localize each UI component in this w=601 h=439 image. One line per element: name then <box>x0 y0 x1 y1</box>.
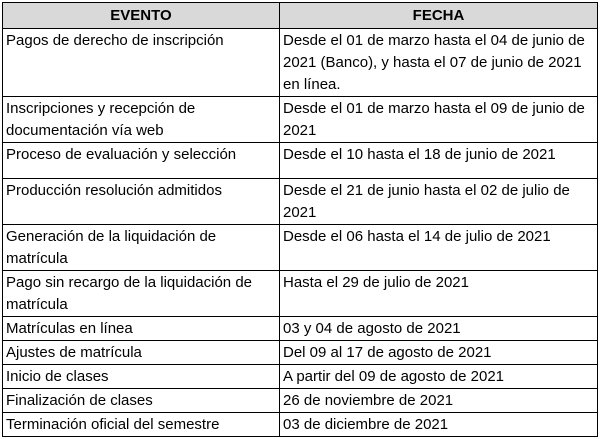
date-cell: Hasta el 29 de julio de 2021 <box>280 271 598 317</box>
table-row <box>3 143 598 179</box>
date-cell: A partir del 09 de agosto de 2021 <box>280 365 598 389</box>
table-row <box>3 413 598 437</box>
table-row <box>3 317 598 341</box>
header-event: EVENTO <box>3 3 280 29</box>
date-cell: 03 y 04 de agosto de 2021 <box>280 317 598 341</box>
date-cell: Desde el 21 de junio hasta el 02 de julio de 2021 <box>280 179 598 225</box>
event-cell: Ajustes de matrícula <box>3 341 280 365</box>
table-row <box>3 271 598 317</box>
table-row <box>3 97 598 143</box>
event-cell: Inscripciones y recepción de documentación vía web <box>3 97 280 143</box>
date-cell: 03 de diciembre de 2021 <box>280 413 598 437</box>
event-cell: Pago sin recargo de la liquidación de matrícula <box>3 271 280 317</box>
date-cell: Desde el 01 de marzo hasta el 09 de junio de 2021 <box>280 97 598 143</box>
date-cell: Desde el 06 hasta el 14 de julio de 2021 <box>280 225 598 271</box>
event-cell: Terminación oficial del semestre <box>3 413 280 437</box>
event-cell: Inicio de clases <box>3 365 280 389</box>
date-cell: Del 09 al 17 de agosto de 2021 <box>280 341 598 365</box>
event-cell: Matrículas en línea <box>3 317 280 341</box>
event-cell: Producción resolución admitidos <box>3 179 280 225</box>
event-cell: Proceso de evaluación y selección <box>3 143 280 179</box>
table-row <box>3 341 598 365</box>
date-cell: Desde el 01 de marzo hasta el 04 de junio de 2021 (Banco), y hasta el 07 de junio de 2021 en línea. <box>280 29 598 97</box>
table-row <box>3 365 598 389</box>
date-cell: Desde el 10 hasta el 18 de junio de 2021 <box>280 143 598 179</box>
event-cell: Generación de la liquidación de matrícula <box>3 225 280 271</box>
header-date: FECHA <box>280 3 598 29</box>
table-row <box>3 389 598 413</box>
schedule-table <box>2 2 598 437</box>
table-row <box>3 179 598 225</box>
header-row <box>3 3 598 29</box>
table-row <box>3 225 598 271</box>
table-row <box>3 29 598 97</box>
event-cell: Finalización de clases <box>3 389 280 413</box>
date-cell: 26 de noviembre de 2021 <box>280 389 598 413</box>
event-cell: Pagos de derecho de inscripción <box>3 29 280 97</box>
